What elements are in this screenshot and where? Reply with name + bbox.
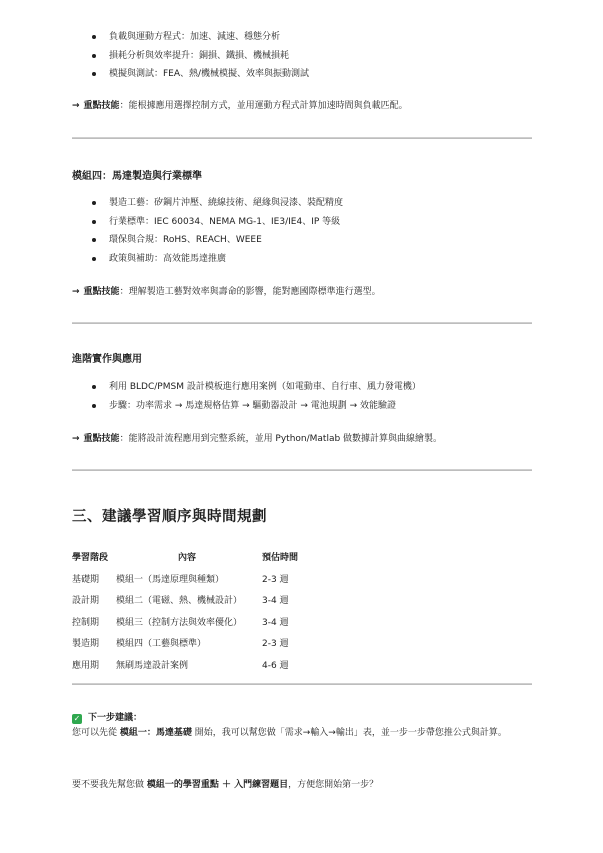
list-item: 政策與補助：高效能馬達推廣 — [92, 250, 343, 269]
list-item: 環保與合規：RoHS、REACH、WEEE — [92, 231, 343, 250]
bullet-icon — [92, 54, 96, 58]
key-skill-label: 重點技能 — [83, 287, 120, 297]
key-skill-label: 重點技能 — [83, 101, 120, 111]
check-box-icon: ✓ — [73, 714, 81, 723]
module4-list — [92, 194, 343, 268]
table-row: 設計期 模組二（電磁、熱、機械設計） 3-4 週 — [72, 596, 289, 607]
list-item: 損耗分析與效率提升：銅損、鐵損、機械損耗 — [92, 47, 309, 66]
list-item: 利用 BLDC/PMSM 設計模板進行應用案例（如電動車、自行車、風力發電機） — [92, 378, 421, 397]
header-content: 內容 — [178, 553, 197, 564]
section-divider — [72, 137, 532, 139]
bullet-icon — [92, 238, 96, 242]
key-skill-text: ：能根據應用選擇控制方式，並用運動方程式計算加速時間與負載匹配。 — [119, 101, 408, 111]
key-skill-note — [72, 432, 442, 446]
table-header-row — [72, 546, 298, 568]
header-time: 預估時間 — [262, 553, 299, 564]
section3-heading: 三、建議學習順序與時間規劃 — [72, 509, 267, 525]
key-skill-label: 重點技能 — [83, 434, 120, 444]
table-row: 基礎期 模組一（馬達原理與種類） 2-3 週 — [72, 574, 289, 585]
bullet-icon — [92, 257, 96, 261]
key-skill-text: ：理解製造工藝對效率與壽命的影響，能對應國際標準進行選型。 — [119, 287, 381, 297]
bullet-icon — [92, 72, 96, 76]
advanced-list — [92, 378, 421, 415]
key-skill-text: ：能將設計流程應用到完整系統，並用 Python/Matlab 做數據計算與曲線繪製。 — [119, 434, 443, 444]
section-divider — [72, 322, 532, 324]
arrow-icon: → — [72, 287, 80, 297]
table-row: 控制期 模組三（控制方法與效率優化） 3-4 週 — [72, 617, 289, 628]
top-bullet-list — [92, 28, 309, 84]
list-item: 步驟：功率需求 → 馬達規格估算 → 驅動器設計 → 電池規劃 → 效能驗證 — [92, 397, 421, 416]
next-step-heading: ✓ 下一步建議： — [73, 713, 143, 723]
list-item: 負載與運動方程式：加速、減速、穩態分析 — [92, 28, 309, 47]
list-item: 製造工藝：矽鋼片沖壓、繞線技術、絕緣與浸漆、裝配精度 — [92, 194, 343, 213]
bullet-icon — [92, 201, 96, 205]
key-skill-note — [72, 99, 408, 113]
module4-title: 模組四：馬達製造與行業標準 — [72, 171, 202, 182]
next-step-question: 要不要我先幫您做 模組一的學習重點 ＋ 入門練習題目，方便您開始第一步？ — [72, 780, 379, 790]
table-row: 製造期 模組四（工藝與標準） 2-3 週 — [72, 639, 289, 650]
section-divider — [72, 683, 532, 685]
bullet-icon — [92, 220, 96, 224]
list-item: 行業標準：IEC 60034、NEMA MG-1、IE3/IE4、IP 等級 — [92, 213, 343, 232]
list-item: 模擬與測試：FEA、熱/機械模擬、效率與振動測試 — [92, 65, 309, 84]
arrow-icon: → — [72, 434, 80, 444]
study-plan-table — [72, 546, 298, 675]
arrow-icon: → — [72, 101, 80, 111]
header-stage: 學習階段 — [72, 553, 109, 564]
bullet-icon — [92, 404, 96, 408]
section-divider — [72, 469, 532, 471]
key-skill-note — [72, 285, 381, 299]
bullet-icon — [92, 385, 96, 389]
bullet-icon — [92, 35, 96, 39]
next-step-paragraph: 您可以先從 模組一：馬達基礎 開始，我可以幫您做「需求→輸入→輸出」表，並一步一步帶您推公式與計算。 — [72, 728, 507, 738]
advanced-title: 進階實作與應用 — [72, 354, 142, 365]
table-row: 應用期 無刷馬達設計案例 4-6 週 — [72, 660, 289, 671]
